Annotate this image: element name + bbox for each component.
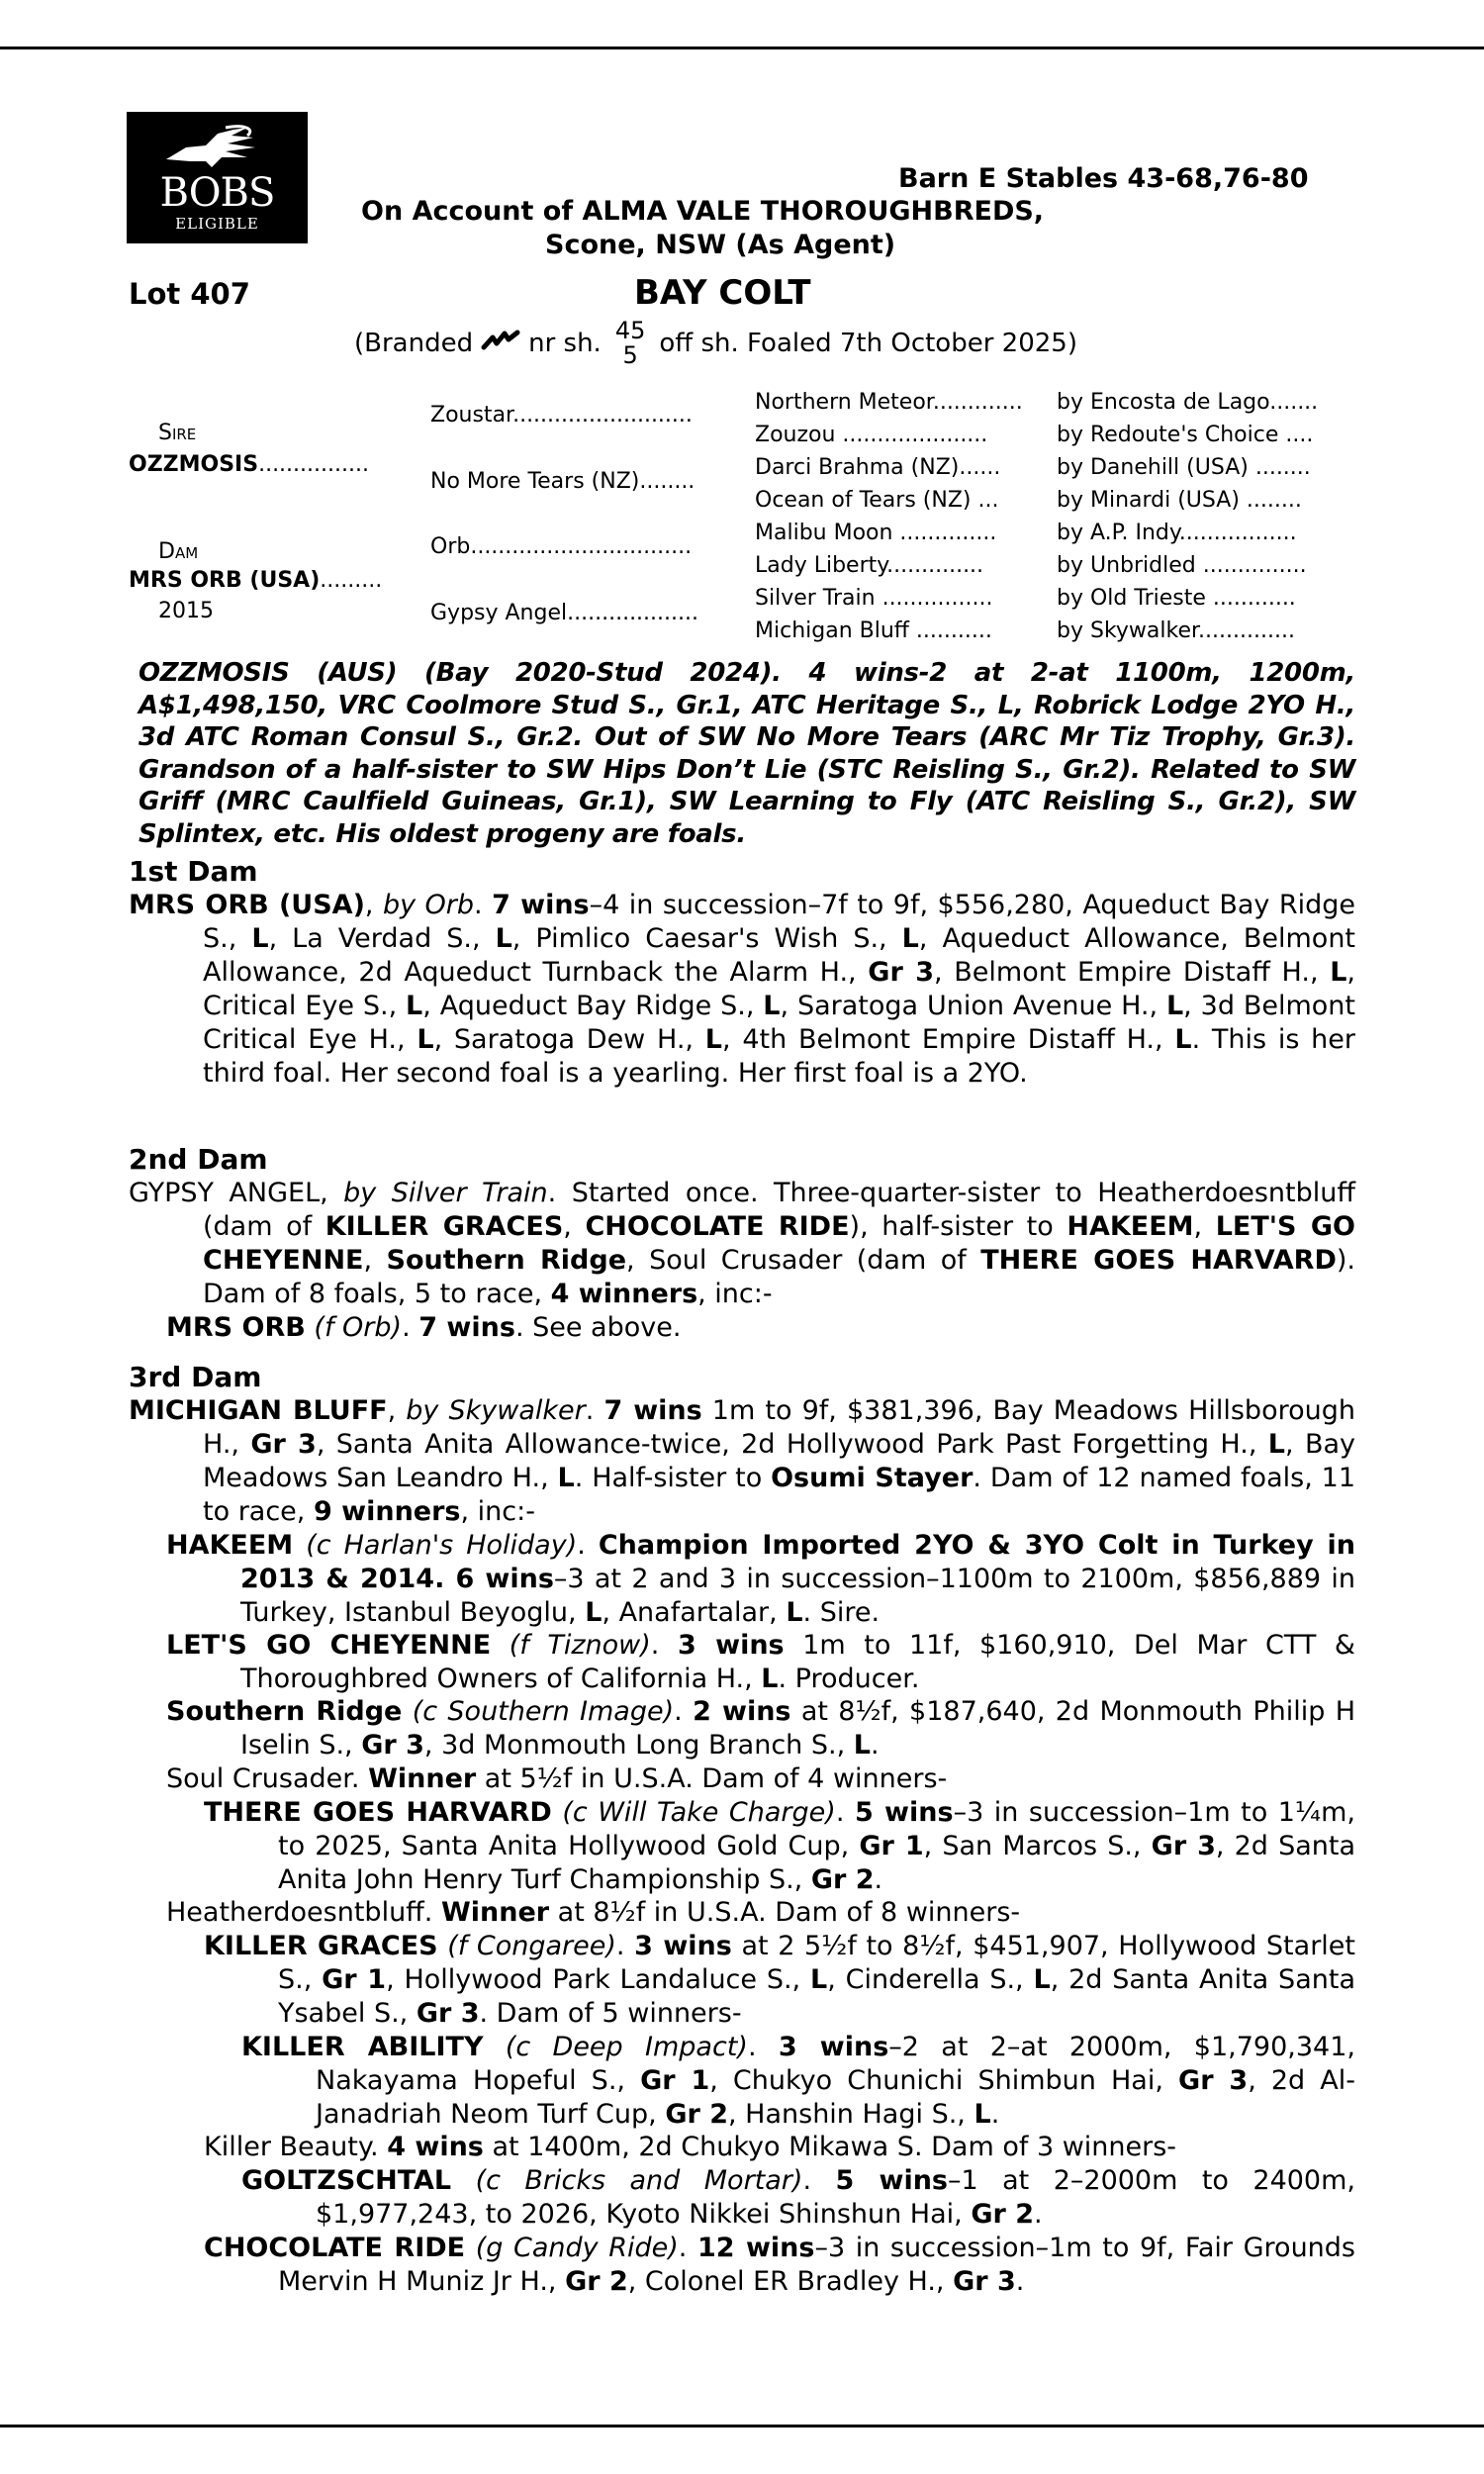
top-rule — [0, 47, 1484, 49]
pedigree-gen2-item: Zoustar.......................... — [430, 403, 693, 428]
progeny-entry: KILLER GRACES (f Congaree). 3 wins at 2 5½f to 8½f, $451,907, Hollywood Starlet S., Gr 1, Hollywood Park Landaluce S., L, Cinderella S., L, 2d Santa Anita Santa Ysabel S., Gr 3. Dam of 5 winners- — [204, 1931, 1355, 2029]
pedigree-gen3-sire: by Unbridled ............... — [1057, 553, 1307, 578]
pedigree-gen3-item: Lady Liberty.............. — [755, 553, 984, 578]
pedigree-gen3-sire: by Encosta de Lago....... — [1057, 390, 1319, 415]
pedigree-gen3-sire: by Minardi (USA) ........ — [1057, 488, 1302, 513]
horse-head-icon — [156, 122, 275, 176]
progeny-entry: HAKEEM (c Harlan's Holiday). Champion Imported 2YO & 3YO Colt in Turkey in 2013 & 2014. 6 wins–3 at 2 and 3 in succession–1100m to 2100m, $856,889 in Turkey, Istanbul Beyoglu, L, Anafartalar, L. Sire. — [166, 1530, 1355, 1628]
pedigree-gen3-sire: by Danehill (USA) ........ — [1057, 455, 1311, 480]
section-heading-3rd-dam: 3rd Dam — [129, 1361, 262, 1393]
brand-prefix: (Branded — [354, 329, 474, 358]
barn-location: Barn E Stables 43-68,76-80 — [898, 163, 1309, 194]
brand-line — [354, 319, 1077, 368]
first-dam-entry: MRS ORB (USA), by Orb. 7 wins–4 in succession–7f to 9f, $556,280, Aqueduct Bay Ridge S., L, La Verdad S., L, Pimlico Caesar's Wish S., L, Aqueduct Allowance, Belmont Allowance, 2d Aqueduct Turnback the Alarm H., Gr 3, Belmont Empire Distaff H., L, Critical Eye S., L, Aqueduct Bay Ridge S., L, Saratoga Union Avenue H., L, 3d Belmont Critical Eye H., L, Saratoga Dew H., L, 4th Belmont Empire Distaff H., L. This is her third foal. Her second foal is a yearling. Her first foal is a 2YO. — [129, 890, 1356, 1089]
bottom-rule — [0, 2425, 1484, 2427]
logo-subtitle: ELIGIBLE — [175, 215, 259, 233]
pedigree-gen2-item: No More Tears (NZ)........ — [430, 469, 696, 494]
progeny-entry: KILLER ABILITY (c Deep Impact). 3 wins–2 at 2–at 2000m, $1,790,341, Nakayama Hopeful S., Gr 1, Chukyo Chunichi Shimbun Hai, Gr 3, 2d Al-Janadriah Neom Turf Cup, Gr 2, Hanshin Hagi S., L. — [241, 2032, 1355, 2130]
brand-fraction — [615, 319, 646, 368]
second-dam-progeny: MRS ORB (f Orb). 7 wins. See above. — [166, 1312, 682, 1343]
section-heading-2nd-dam: 2nd Dam — [129, 1143, 268, 1176]
brand-fraction-bottom: 5 — [622, 341, 638, 369]
pedigree-gen3-sire: by Skywalker.............. — [1057, 618, 1295, 643]
dam-year: 2015 — [158, 599, 214, 623]
pedigree-gen3-item: Ocean of Tears (NZ) ... — [755, 488, 999, 513]
progeny-entry: Soul Crusader. Winner at 5½f in U.S.A. Dam of 4 winners- — [166, 1763, 948, 1794]
pedigree-gen3-sire: by Redoute's Choice .... — [1057, 423, 1314, 447]
progeny-entry: CHOCOLATE RIDE (g Candy Ride). 12 wins–3 in succession–1m to 9f, Fair Grounds Mervin H Muniz Jr H., Gr 2, Colonel ER Bradley H., Gr 3. — [204, 2233, 1355, 2297]
sire-name: OZZMOSIS................ — [129, 452, 369, 477]
sire-summary: OZZMOSIS (AUS) (Bay 2020-Stud 2024). 4 wins-2 at 2-at 1100m, 1200m, A$1,498,150, VRC Coolmore Stud S., Gr.1, ATC Heritage S., L, Robrick Lodge 2YO H., 3d ATC Roman Consul S., Gr.2. Out of SW No More Tears (ARC Mr Tiz Trophy, Gr.3). Grandson of a half-sister to SW Hips Don’t Lie (STC Reisling S., Gr.2). Related to SW Griff (MRC Caulfield Guineas, Gr.1), SW Learning to Fly (ATC Reisling S., Gr.2), SW Splintex, etc. His oldest progeny are foals. — [139, 658, 1355, 849]
dam-label: Dam — [158, 539, 199, 564]
pedigree-gen2-item: Gypsy Angel................... — [430, 601, 698, 625]
pedigree-gen3-item: Zouzou ..................... — [755, 423, 988, 447]
vendor-line-1: On Account of ALMA VALE THOROUGHBREDS, — [361, 196, 1045, 227]
pedigree-gen3-sire: by Old Trieste ............ — [1057, 586, 1296, 611]
pedigree-gen3 — [755, 386, 1023, 647]
pedigree-gen3-item: Michigan Bluff ........... — [755, 618, 992, 643]
pedigree-gen3-sire: by A.P. Indy................. — [1057, 521, 1297, 545]
progeny-entry: THERE GOES HARVARD (c Will Take Charge). 5 wins–3 in succession–1m to 1¼m, to 2025, Santa Anita Hollywood Gold Cup, Gr 1, San Marcos S., Gr 3, 2d Santa Anita John Henry Turf Championship S., Gr 2. — [204, 1797, 1356, 1895]
pedigree-gen3-item: Malibu Moon .............. — [755, 521, 997, 545]
brand-suffix: off sh. Foaled 7th October 2025) — [659, 329, 1077, 358]
vendor-line-2: Scone, NSW (As Agent) — [545, 230, 896, 260]
section-heading-1st-dam: 1st Dam — [129, 855, 258, 888]
progeny-entry: LET'S GO CHEYENNE (f Tiznow). 3 wins 1m to 11f, $160,910, Del Mar CTT & Thoroughbred Owners of California H., L. Producer. — [166, 1630, 1355, 1694]
progeny-entry: Southern Ridge (c Southern Image). 2 wins at 8½f, $187,640, 2d Monmouth Philip H Iselin S., Gr 3, 3d Monmouth Long Branch S., L. — [166, 1696, 1356, 1760]
third-dam-entry: MICHIGAN BLUFF, by Skywalker. 7 wins 1m to 9f, $381,396, Bay Meadows Hillsborough H., Gr 3, Santa Anita Allowance-twice, 2d Hollywood Park Past Forgetting H., L, Bay Meadows San Leandro H., L. Half-sister to Osumi Stayer. Dam of 12 named foals, 11 to race, 9 winners, inc:- — [129, 1395, 1355, 1527]
lot-number: Lot 407 — [129, 277, 250, 311]
dam-name: MRS ORB (USA)......... — [129, 568, 383, 593]
pedigree-gen2-item: Orb................................ — [430, 534, 693, 559]
bobs-eligible-logo — [127, 112, 308, 243]
horse-title: BAY COLT — [634, 273, 811, 313]
pedigree-gen3-sires — [1057, 386, 1318, 647]
second-dam-entry: GYPSY ANGEL, by Silver Train. Started once. Three-quarter-sister to Heatherdoesntbluff (dam of KILLER GRACES, CHOCOLATE RIDE), half-sister to HAKEEM, LET'S GO CHEYENNE, Southern Ridge, Soul Crusader (dam of THERE GOES HARVARD). Dam of 8 foals, 5 to race, 4 winners, inc:- — [129, 1178, 1356, 1309]
brand-fraction-top: 45 — [614, 317, 646, 344]
brand-mark-icon — [481, 329, 520, 358]
progeny-entry: Heatherdoesntbluff. Winner at 8½f in U.S.A. Dam of 8 winners- — [166, 1897, 1021, 1928]
sire-label: Sire — [158, 421, 197, 445]
pedigree-gen3-item: Northern Meteor............. — [755, 390, 1023, 415]
progeny-entry: Killer Beauty. 4 wins at 1400m, 2d Chukyo Mikawa S. Dam of 3 winners- — [204, 2132, 1177, 2162]
progeny-entry: GOLTZSCHTAL (c Bricks and Mortar). 5 wins–1 at 2–2000m to 2400m, $1,977,243, to 2026, Kyoto Nikkei Shinshun Hai, Gr 2. — [241, 2165, 1355, 2230]
logo-title: BOBS — [159, 170, 275, 216]
pedigree-gen3-item: Darci Brahma (NZ)...... — [755, 455, 1001, 480]
brand-mid: nr sh. — [528, 329, 602, 358]
pedigree-gen3-item: Silver Train ................ — [755, 586, 993, 611]
